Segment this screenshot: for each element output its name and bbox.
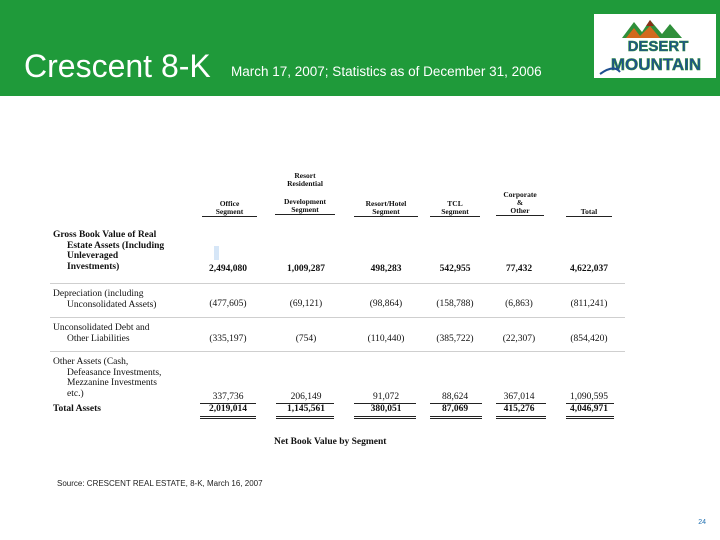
double-underline <box>566 416 614 419</box>
cell: 498,283 <box>370 264 402 274</box>
col-header-office: Office Segment <box>202 200 257 217</box>
cell: (22,307) <box>502 334 536 344</box>
cell: (158,788) <box>436 299 474 309</box>
cell: 87,069 <box>441 404 469 414</box>
cell: 88,624 <box>441 392 469 402</box>
col-header-tcl: TCL Segment <box>430 200 480 217</box>
page-number: 24 <box>698 519 706 526</box>
double-underline <box>354 416 416 419</box>
cell: 206,149 <box>290 392 322 402</box>
cell: (110,440) <box>367 334 405 344</box>
double-underline <box>276 416 334 419</box>
cell: 337,736 <box>212 392 244 402</box>
logo-line1: DESERT <box>627 38 689 55</box>
desert-mountain-logo <box>594 14 716 78</box>
cell: 367,014 <box>503 392 535 402</box>
cell: (335,197) <box>209 334 247 344</box>
source-note: Source: CRESCENT REAL ESTATE, 8-K, March 16, 2007 <box>57 479 263 488</box>
cell: (854,420) <box>570 334 608 344</box>
slide-title: Crescent 8-K <box>24 48 211 84</box>
double-underline <box>200 416 256 419</box>
cell: (98,864) <box>369 299 403 309</box>
double-underline <box>496 416 546 419</box>
cell: 2,019,014 <box>209 404 247 414</box>
cell: 4,046,971 <box>570 404 608 414</box>
row-divider <box>50 351 625 352</box>
row-label-gross-book-value: Gross Book Value of Real Estate Assets (Including Unleveraged Investments) <box>53 230 165 272</box>
cell: 4,622,037 <box>570 264 608 274</box>
cell: 542,955 <box>439 264 471 274</box>
selection-marker <box>214 246 219 260</box>
row-label-depreciation: Depreciation (including Unconsolidated Assets) <box>53 289 157 310</box>
header-band <box>0 0 720 96</box>
cell: 1,090,595 <box>570 392 608 402</box>
cell: (754) <box>295 334 317 344</box>
row-label-other-assets: Other Assets (Cash, Defeasance Investments, Mezzanine Investments etc.) <box>53 357 162 399</box>
logo-line2: MOUNTAIN <box>610 55 702 74</box>
cell: (477,605) <box>209 299 247 309</box>
row-label-unconsolidated-debt: Unconsolidated Debt and Other Liabilities <box>53 323 150 344</box>
col-header-resort-hotel: Resort/Hotel Segment <box>354 200 418 217</box>
slide-subtitle: March 17, 2007; Statistics as of December 31, 2006 <box>231 64 542 79</box>
cell: 1,145,561 <box>287 404 325 414</box>
col-header-total: Total <box>566 208 612 217</box>
cell: (6,863) <box>505 299 533 309</box>
col-header-resort-residential: Resort Residential Development Segment <box>275 172 335 215</box>
row-label-total-assets: Total Assets <box>53 404 101 414</box>
cell: 2,494,080 <box>209 264 247 274</box>
double-underline <box>430 416 482 419</box>
col-header-corporate-other: Corporate & Other <box>496 191 544 216</box>
cell: 380,051 <box>370 404 402 414</box>
cell: 1,009,287 <box>287 264 325 274</box>
table-caption: Net Book Value by Segment <box>274 437 387 447</box>
net-book-value-table <box>50 150 630 450</box>
mountain-logo-icon <box>594 14 716 78</box>
cell: (385,722) <box>436 334 474 344</box>
cell: (69,121) <box>289 299 323 309</box>
row-divider <box>50 317 625 318</box>
cell: 415,276 <box>503 404 535 414</box>
row-divider <box>50 283 625 284</box>
cell: (811,241) <box>570 299 608 309</box>
cell: 77,432 <box>505 264 533 274</box>
cell: 91,072 <box>372 392 400 402</box>
